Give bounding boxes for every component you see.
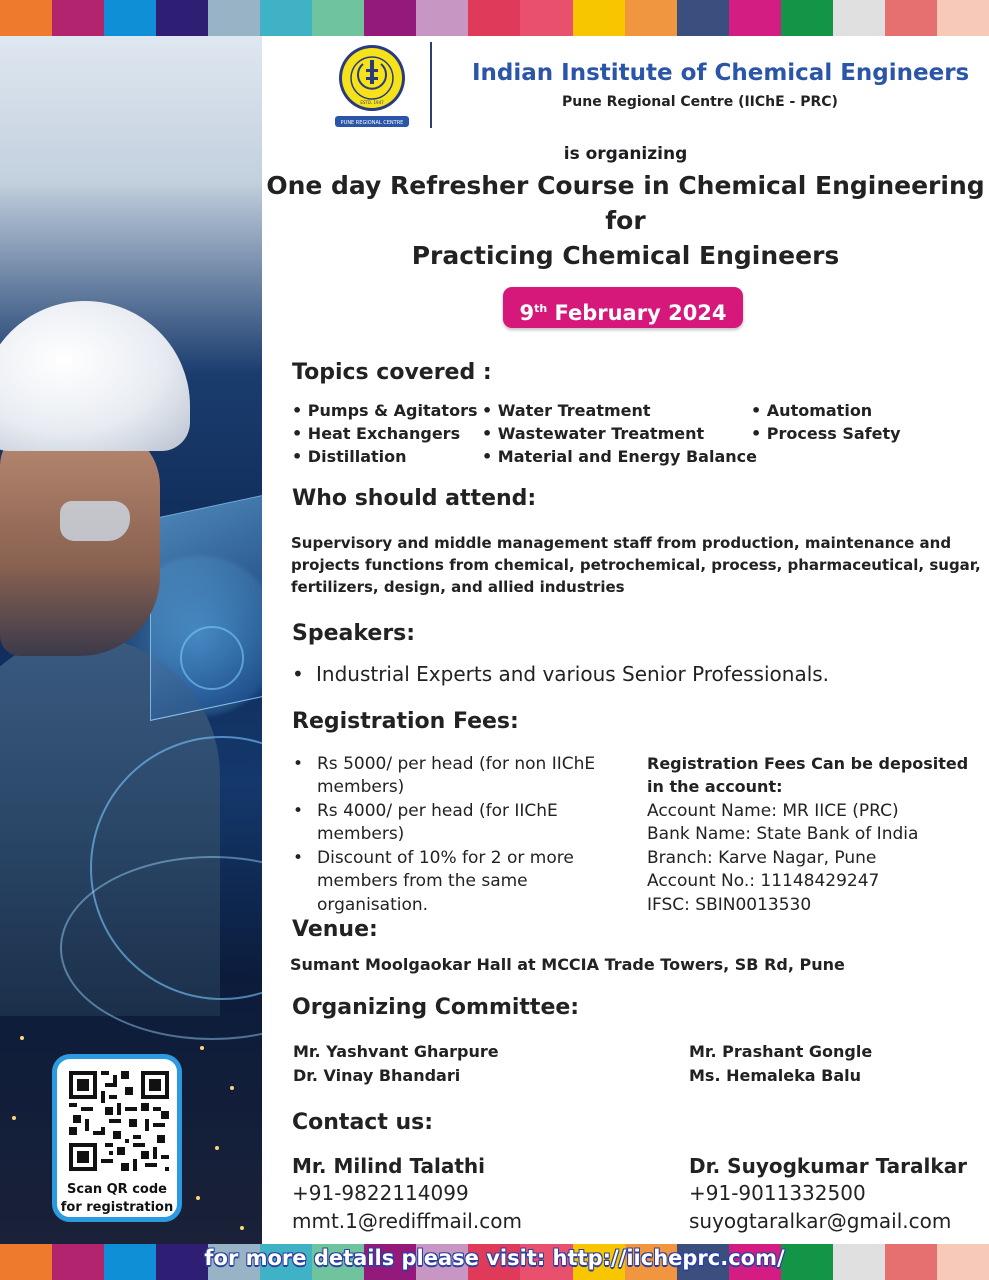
contact-email-right[interactable]: suyogtaralkar@gmail.com <box>689 1209 952 1233</box>
account-heading: in the account: <box>647 777 783 796</box>
color-stripe <box>468 0 520 36</box>
topic-item: • Wastewater Treatment <box>482 424 705 443</box>
engineer-photo <box>0 36 262 1244</box>
venue-heading: Venue: <box>292 917 378 942</box>
contact-phone-right[interactable]: +91-9011332500 <box>689 1181 866 1205</box>
website-link[interactable]: for more details please visit: http://iicheprc.com/ <box>204 1246 785 1270</box>
committee-heading: Organizing Committee: <box>292 995 580 1020</box>
contact-name-left: Mr. Milind Talathi <box>292 1154 486 1178</box>
fee-item-line: members from the same <box>317 871 528 891</box>
committee-member: Ms. Hemaleka Balu <box>689 1066 862 1085</box>
color-stripe <box>312 0 364 36</box>
topic-item: • Material and Energy Balance <box>482 447 757 466</box>
contact-phone-left[interactable]: +91-9822114099 <box>292 1181 469 1205</box>
color-stripe <box>677 0 729 36</box>
attend-text-line: projects functions from chemical, petrochemical, process, pharmaceutical, sugar, <box>291 556 981 574</box>
date-day: 9 <box>519 301 535 325</box>
account-line: Account Name: MR IICE (PRC) <box>647 801 899 821</box>
attend-text-line: Supervisory and middle management staff from production, maintenance and <box>291 534 952 552</box>
fee-item-line: Rs 5000/ per head (for non IIChE <box>317 754 596 774</box>
header-divider <box>430 42 432 128</box>
attend-heading: Who should attend: <box>292 486 537 511</box>
attend-text-line: fertilizers, design, and allied industries <box>291 578 625 596</box>
contact-heading: Contact us: <box>292 1110 434 1135</box>
top-color-stripes <box>0 0 989 36</box>
fee-item-line: members) <box>317 824 405 844</box>
topic-item: • Process Safety <box>751 424 901 443</box>
topic-item: • Heat Exchangers <box>292 424 461 443</box>
fee-item-line: Discount of 10% for 2 or more <box>317 848 574 868</box>
color-stripe <box>781 0 833 36</box>
account-line: IFSC: SBIN0013530 <box>647 895 812 915</box>
fee-bullet: • <box>293 754 304 774</box>
color-stripe <box>885 0 937 36</box>
fees-heading: Registration Fees: <box>292 709 519 734</box>
qr-caption-line2: for registration <box>60 1200 174 1215</box>
organizing-text: is organizing <box>563 144 688 164</box>
event-title-line1: One day Refresher Course in Chemical Engineering <box>266 171 985 200</box>
topic-item: • Automation <box>751 401 873 420</box>
fee-bullet: • <box>293 848 304 868</box>
color-stripe <box>52 0 104 36</box>
committee-member: Mr. Prashant Gongle <box>689 1042 873 1061</box>
topics-heading: Topics covered : <box>292 360 492 385</box>
logo-badge-text: PUNE REGIONAL CENTRE <box>340 120 404 126</box>
committee-member: Dr. Vinay Bhandari <box>293 1066 461 1085</box>
topic-item: • Pumps & Agitators <box>292 401 478 420</box>
org-subtitle: Pune Regional Centre (IIChE - PRC) <box>562 94 838 110</box>
fee-item-line: members) <box>317 777 405 797</box>
color-stripe <box>520 0 572 36</box>
color-stripe <box>208 0 260 36</box>
color-stripe <box>104 0 156 36</box>
speakers-bullet: • <box>292 662 304 686</box>
contact-name-right: Dr. Suyogkumar Taralkar <box>689 1154 968 1178</box>
account-line: Account No.: 11148429247 <box>647 871 880 891</box>
event-title-line3: Practicing Chemical Engineers <box>411 241 840 270</box>
venue-text: Sumant Moolgaokar Hall at MCCIA Trade Towers, SB Rd, Pune <box>290 955 845 974</box>
speakers-heading: Speakers: <box>292 621 416 646</box>
color-stripe <box>364 0 416 36</box>
event-title-line2: for <box>605 206 646 235</box>
fee-item-line: Rs 4000/ per head (for IIChE <box>317 801 558 821</box>
color-stripe <box>937 0 989 36</box>
color-stripe <box>625 0 677 36</box>
qr-code-icon[interactable] <box>69 1071 169 1171</box>
color-stripe <box>573 0 625 36</box>
topic-item: • Water Treatment <box>482 401 651 420</box>
topic-item: • Distillation <box>292 447 407 466</box>
color-stripe <box>0 0 52 36</box>
speakers-text: Industrial Experts and various Senior Professionals. <box>316 662 830 686</box>
iiche-logo-icon <box>333 44 411 128</box>
account-line: Branch: Karve Nagar, Pune <box>647 848 877 868</box>
qr-card <box>52 1054 182 1222</box>
color-stripe <box>156 0 208 36</box>
color-stripe <box>729 0 781 36</box>
contact-email-left[interactable]: mmt.1@rediffmail.com <box>292 1209 522 1233</box>
org-name: Indian Institute of Chemical Engineers <box>472 60 970 86</box>
color-stripe <box>833 0 885 36</box>
fee-item-line: organisation. <box>317 895 429 915</box>
color-stripe <box>416 0 468 36</box>
qr-caption-line1: Scan QR code <box>67 1182 167 1197</box>
svg-text:ESTD. 1947: ESTD. 1947 <box>360 100 384 105</box>
account-line: Bank Name: State Bank of India <box>647 824 919 844</box>
account-heading: Registration Fees Can be deposited <box>647 754 969 773</box>
date-suffix: th <box>534 302 548 315</box>
date-rest: February 2024 <box>547 301 727 325</box>
event-date-badge <box>503 287 743 328</box>
color-stripe <box>260 0 312 36</box>
committee-member: Mr. Yashvant Gharpure <box>293 1042 499 1061</box>
fee-bullet: • <box>293 801 304 821</box>
